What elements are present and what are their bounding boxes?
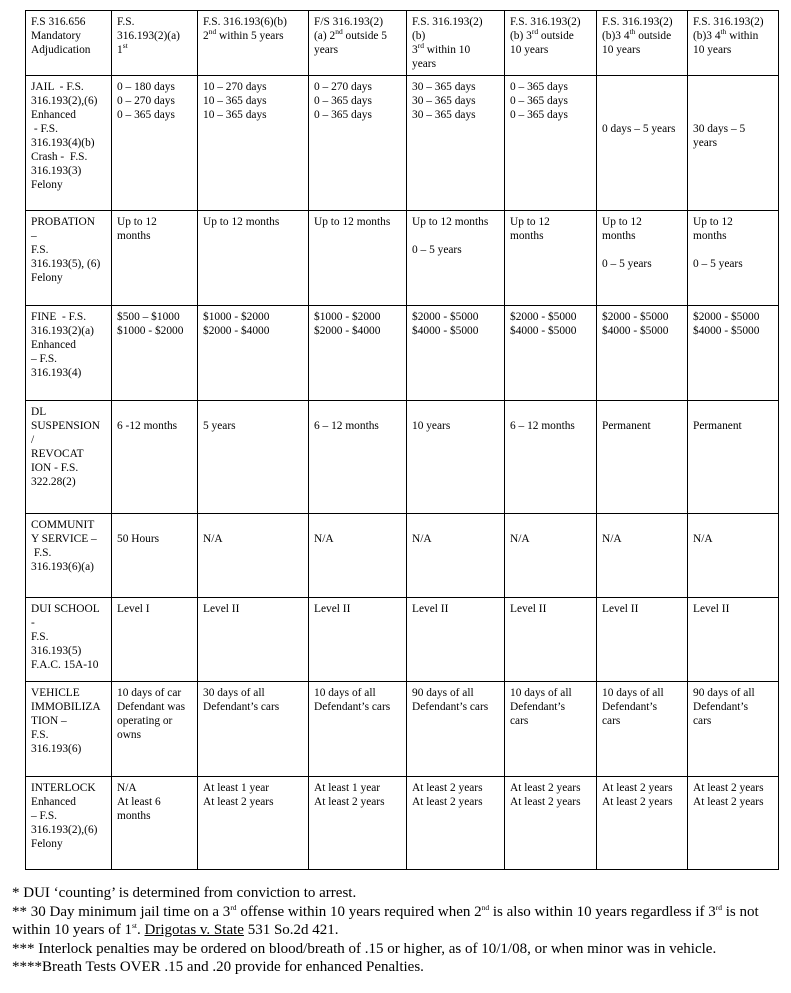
- table-cell: [407, 514, 505, 598]
- cell-text: 0 – 365 days: [510, 95, 568, 107]
- cell-text: N/A: [412, 533, 432, 545]
- header-text: 316.193(2)(a): [117, 30, 180, 42]
- cell-text: Defendant’s cars: [314, 701, 391, 713]
- cell-text: At least 2 years: [510, 782, 581, 794]
- row-label-text: TION –: [31, 715, 67, 727]
- table-cell: [198, 682, 309, 777]
- cell-text: At least 2 years: [412, 782, 483, 794]
- row-label-text: DUI SCHOOL: [31, 603, 100, 615]
- cell-text: 10 days of all: [602, 687, 664, 699]
- cell-text: 0 – 365 days: [510, 109, 568, 121]
- header-cell: [505, 11, 597, 76]
- cell-text: 10 years: [412, 420, 451, 432]
- cell-text: months: [693, 230, 727, 242]
- header-text: 2nd within 5 years: [203, 27, 284, 42]
- table-cell: [407, 598, 505, 682]
- header-text: F/S 316.193(2): [314, 16, 383, 28]
- cell-text: Up to 12: [602, 216, 642, 228]
- row-label-text: Enhanced: [31, 339, 76, 351]
- header-text: 3rd within 10: [412, 41, 471, 56]
- table-cell: [112, 514, 198, 598]
- cell-text: 0 – 365 days: [314, 95, 372, 107]
- table-cell: [309, 514, 407, 598]
- cell-text: 0 – 5 years: [412, 244, 462, 256]
- cell-text: Up to 12 months: [412, 216, 489, 228]
- cell-text: owns: [117, 729, 142, 741]
- cell-text: months: [510, 230, 544, 242]
- header-row: [26, 11, 779, 76]
- table-cell: [198, 598, 309, 682]
- row-label-cell: [26, 306, 112, 401]
- cell-text: At least 2 years: [510, 796, 581, 808]
- row-label-text: - F.S.: [31, 123, 58, 135]
- table-row: [26, 211, 779, 306]
- cell-text: At least 6: [117, 796, 161, 808]
- row-label-text: Felony: [31, 179, 63, 191]
- row-label-text: /: [31, 434, 35, 446]
- cell-text: $2000 - $5000: [510, 311, 577, 323]
- header-text: F.S. 316.193(2): [412, 16, 483, 28]
- header-cell: [597, 11, 688, 76]
- cell-text: At least 2 years: [602, 782, 673, 794]
- table-cell: [112, 682, 198, 777]
- header-text: years: [412, 58, 437, 70]
- cell-text: $2000 - $5000: [602, 311, 669, 323]
- cell-text: 30 – 365 days: [412, 109, 476, 121]
- table-cell: [597, 514, 688, 598]
- row-label-cell: [26, 598, 112, 682]
- cell-text: 5 years: [203, 420, 236, 432]
- table-cell: [407, 777, 505, 870]
- table-cell: [597, 211, 688, 306]
- case-citation: Drigotas v. State: [144, 922, 244, 938]
- cell-text: $4000 - $5000: [602, 325, 669, 337]
- cell-text: $4000 - $5000: [412, 325, 479, 337]
- header-text: F.S.: [117, 16, 135, 28]
- row-label-text: 316.193(6)(a): [31, 561, 94, 573]
- cell-text: At least 2 years: [203, 796, 274, 808]
- footnote-1: * DUI ‘counting’ is determined from conviction to arrest.: [12, 885, 357, 901]
- row-label-cell: [26, 682, 112, 777]
- cell-text: 90 days of all: [412, 687, 474, 699]
- table-cell: [112, 211, 198, 306]
- table-cell: [688, 211, 779, 306]
- cell-text: Up to 12: [693, 216, 733, 228]
- table-cell: [597, 777, 688, 870]
- row-label-text: 316.193(6): [31, 743, 82, 755]
- cell-text: $2000 - $4000: [314, 325, 381, 337]
- cell-text: 50 Hours: [117, 533, 160, 545]
- table-cell: [198, 306, 309, 401]
- row-label-text: –: [31, 230, 37, 242]
- header-text: Mandatory: [31, 30, 81, 42]
- cell-text: At least 2 years: [314, 796, 385, 808]
- table-cell: [688, 682, 779, 777]
- cell-text: At least 2 years: [602, 796, 673, 808]
- table-row: [26, 514, 779, 598]
- row-label-text: 316.193(4): [31, 367, 82, 379]
- cell-text: 10 – 270 days: [203, 81, 267, 93]
- header-text: Adjudication: [31, 44, 91, 56]
- cell-text: $1000 - $2000: [203, 311, 270, 323]
- cell-text: Defendant was: [117, 701, 185, 713]
- header-text: 1st: [117, 41, 128, 56]
- cell-text: At least 1 year: [314, 782, 381, 794]
- table-row: [26, 682, 779, 777]
- row-label-text: -: [31, 617, 35, 629]
- cell-text: months: [602, 230, 636, 242]
- table-cell: [505, 76, 597, 211]
- cell-text: $500 – $1000: [117, 311, 180, 323]
- row-label-text: JAIL - F.S.: [31, 81, 84, 93]
- table-cell: [198, 777, 309, 870]
- cell-text: 30 days of all: [203, 687, 265, 699]
- table-cell: [505, 598, 597, 682]
- row-label-text: Crash - F.S.: [31, 151, 88, 163]
- header-text: 10 years: [602, 44, 641, 56]
- cell-text: At least 2 years: [412, 796, 483, 808]
- row-label-text: Y SERVICE –: [31, 533, 97, 545]
- cell-text: Level II: [693, 603, 730, 615]
- table-cell: [309, 211, 407, 306]
- table-row: [26, 76, 779, 211]
- cell-text: Permanent: [602, 420, 651, 432]
- cell-text: Permanent: [693, 420, 742, 432]
- table-row: [26, 777, 779, 870]
- cell-text: N/A: [314, 533, 334, 545]
- cell-text: Level II: [510, 603, 547, 615]
- row-label-text: PROBATION: [31, 216, 95, 228]
- table-cell: [407, 211, 505, 306]
- cell-text: Defendant’s: [693, 701, 749, 713]
- cell-text: $4000 - $5000: [510, 325, 577, 337]
- header-corner-cell: [26, 11, 112, 76]
- table-cell: [407, 306, 505, 401]
- cell-text: 0 – 5 years: [602, 258, 652, 270]
- row-label-text: 322.28(2): [31, 476, 76, 488]
- footnote-2: ** 30 Day minimum jail time on a 3rd offense within 10 years required when 2nd is also within 10 years regardless if 3rd is not within 10 years of 1st. Drigotas v. State 531 So.2d 421.: [12, 902, 759, 938]
- cell-text: Level II: [203, 603, 240, 615]
- cell-text: 0 – 365 days: [314, 109, 372, 121]
- cell-text: cars: [693, 715, 712, 727]
- table-cell: [505, 777, 597, 870]
- row-label-text: 316.193(5): [31, 645, 82, 657]
- cell-text: years: [693, 137, 718, 149]
- header-text: (b) 3rd outside: [510, 27, 574, 42]
- header-text: F.S. 316.193(6)(b): [203, 16, 287, 28]
- row-label-text: REVOCAT: [31, 448, 84, 460]
- cell-text: 10 – 365 days: [203, 109, 267, 121]
- header-text: F.S 316.656: [31, 16, 86, 28]
- footnote-3: *** Interlock penalties may be ordered on blood/breath of .15 or higher, as of 10/1/08, or when minor was in vehicle.: [12, 940, 717, 957]
- cell-text: 0 – 270 days: [314, 81, 372, 93]
- cell-text: Up to 12: [117, 216, 157, 228]
- table-cell: [688, 401, 779, 514]
- row-label-text: 316.193(2)(a): [31, 325, 94, 337]
- table-cell: [309, 777, 407, 870]
- cell-text: $2000 - $4000: [203, 325, 270, 337]
- cell-text: 90 days of all: [693, 687, 755, 699]
- table-cell: [597, 306, 688, 401]
- table-cell: [688, 514, 779, 598]
- footnote-4: ****Breath Tests OVER .15 and .20 provide for enhanced Penalties.: [12, 959, 424, 975]
- cell-text: Defendant’s: [510, 701, 566, 713]
- row-label-text: 316.193(4)(b): [31, 137, 95, 149]
- cell-text: 10 – 365 days: [203, 95, 267, 107]
- cell-text: At least 2 years: [693, 782, 764, 794]
- cell-text: At least 2 years: [693, 796, 764, 808]
- row-label-text: 316.193(2),(6): [31, 824, 98, 836]
- cell-text: $1000 - $2000: [117, 325, 184, 337]
- row-label-text: Enhanced: [31, 109, 76, 121]
- row-label-text: FINE - F.S.: [31, 311, 87, 323]
- row-label-text: F.S.: [31, 631, 49, 643]
- table-cell: [309, 76, 407, 211]
- row-label-text: Felony: [31, 272, 63, 284]
- cell-text: months: [117, 230, 151, 242]
- cell-text: Level II: [602, 603, 639, 615]
- cell-text: 30 – 365 days: [412, 95, 476, 107]
- table-cell: [112, 777, 198, 870]
- header-cell: [112, 11, 198, 76]
- table-cell: [112, 598, 198, 682]
- header-cell: [309, 11, 407, 76]
- cell-text: 0 – 270 days: [117, 95, 175, 107]
- header-text: F.S. 316.193(2): [693, 16, 764, 28]
- row-label-text: ION - F.S.: [31, 462, 79, 474]
- table-cell: [597, 401, 688, 514]
- table-cell: [505, 682, 597, 777]
- cell-text: N/A: [602, 533, 622, 545]
- cell-text: 0 days – 5 years: [602, 123, 676, 135]
- header-cell: [688, 11, 779, 76]
- cell-text: N/A: [510, 533, 530, 545]
- table-row: [26, 598, 779, 682]
- dui-penalty-table: [25, 10, 779, 870]
- table-cell: [505, 306, 597, 401]
- cell-text: 10 days of car: [117, 687, 182, 699]
- table-cell: [597, 76, 688, 211]
- header-text: years: [314, 44, 339, 56]
- header-text: (b): [412, 30, 426, 42]
- table-cell: [407, 682, 505, 777]
- row-label-text: 316.193(5), (6): [31, 258, 101, 270]
- row-label-text: F.S.: [31, 547, 52, 559]
- cell-text: N/A: [203, 533, 223, 545]
- cell-text: 30 – 365 days: [412, 81, 476, 93]
- cell-text: 6 – 12 months: [510, 420, 575, 432]
- row-label-text: Felony: [31, 838, 63, 850]
- table-cell: [505, 401, 597, 514]
- header-text: (b)3 4th within: [693, 27, 759, 42]
- cell-text: N/A: [117, 782, 137, 794]
- cell-text: 0 – 5 years: [693, 258, 743, 270]
- table-cell: [597, 598, 688, 682]
- cell-text: 10 days of all: [314, 687, 376, 699]
- row-label-text: IMMOBILIZA: [31, 701, 101, 713]
- cell-text: Defendant’s: [602, 701, 658, 713]
- row-label-cell: [26, 401, 112, 514]
- header-text: (a) 2nd outside 5: [314, 27, 387, 42]
- header-cell: [407, 11, 505, 76]
- cell-text: $2000 - $5000: [412, 311, 479, 323]
- table-cell: [407, 401, 505, 514]
- row-label-text: INTERLOCK: [31, 782, 96, 794]
- table-row: [26, 306, 779, 401]
- cell-text: Level II: [314, 603, 351, 615]
- cell-text: cars: [602, 715, 621, 727]
- cell-text: operating or: [117, 715, 173, 727]
- row-label-text: VEHICLE: [31, 687, 80, 699]
- table-cell: [688, 777, 779, 870]
- cell-text: Level I: [117, 603, 150, 615]
- table-cell: [505, 211, 597, 306]
- row-label-text: – F.S.: [31, 353, 57, 365]
- cell-text: 30 days – 5: [693, 123, 746, 135]
- row-label-cell: [26, 211, 112, 306]
- table-cell: [112, 76, 198, 211]
- table-cell: [407, 76, 505, 211]
- table-cell: [198, 401, 309, 514]
- row-label-text: COMMUNIT: [31, 519, 95, 531]
- table-cell: [112, 401, 198, 514]
- table-cell: [309, 682, 407, 777]
- table-cell: [597, 682, 688, 777]
- table-cell: [309, 401, 407, 514]
- row-label-text: F.S.: [31, 729, 49, 741]
- cell-text: Defendant’s cars: [203, 701, 280, 713]
- cell-text: Defendant’s cars: [412, 701, 489, 713]
- cell-text: 0 – 365 days: [510, 81, 568, 93]
- table-cell: [688, 306, 779, 401]
- header-text: 10 years: [510, 44, 549, 56]
- cell-text: N/A: [693, 533, 713, 545]
- cell-text: 6 -12 months: [117, 420, 178, 432]
- cell-text: $1000 - $2000: [314, 311, 381, 323]
- cell-text: At least 1 year: [203, 782, 270, 794]
- cell-text: Up to 12 months: [203, 216, 280, 228]
- row-label-cell: [26, 514, 112, 598]
- row-label-text: 316.193(2),(6): [31, 95, 98, 107]
- cell-text: $2000 - $5000: [693, 311, 760, 323]
- table-cell: [688, 598, 779, 682]
- table-cell: [309, 598, 407, 682]
- header-text: F.S. 316.193(2): [510, 16, 581, 28]
- row-label-cell: [26, 777, 112, 870]
- cell-text: 10 days of all: [510, 687, 572, 699]
- row-label-text: F.A.C. 15A-10: [31, 659, 99, 671]
- cell-text: Up to 12 months: [314, 216, 391, 228]
- table-cell: [198, 514, 309, 598]
- header-text: 10 years: [693, 44, 732, 56]
- row-label-cell: [26, 76, 112, 211]
- cell-text: Level II: [412, 603, 449, 615]
- cell-text: $4000 - $5000: [693, 325, 760, 337]
- row-label-text: SUSPENSION: [31, 420, 100, 432]
- table-row: [26, 401, 779, 514]
- row-label-text: F.S.: [31, 244, 49, 256]
- table-cell: [112, 306, 198, 401]
- cell-text: Up to 12: [510, 216, 550, 228]
- cell-text: 0 – 180 days: [117, 81, 175, 93]
- cell-text: 0 – 365 days: [117, 109, 175, 121]
- row-label-text: Enhanced: [31, 796, 76, 808]
- table-cell: [198, 76, 309, 211]
- table-cell: [688, 76, 779, 211]
- footnotes: [12, 884, 784, 977]
- header-text: F.S. 316.193(2): [602, 16, 673, 28]
- cell-text: months: [117, 810, 151, 822]
- table-cell: [198, 211, 309, 306]
- row-label-text: 316.193(3): [31, 165, 82, 177]
- header-text: (b)3 4th outside: [602, 27, 672, 42]
- cell-text: 6 – 12 months: [314, 420, 379, 432]
- table-cell: [309, 306, 407, 401]
- header-cell: [198, 11, 309, 76]
- row-label-text: DL: [31, 406, 47, 418]
- table-cell: [505, 514, 597, 598]
- cell-text: cars: [510, 715, 529, 727]
- row-label-text: – F.S.: [31, 810, 57, 822]
